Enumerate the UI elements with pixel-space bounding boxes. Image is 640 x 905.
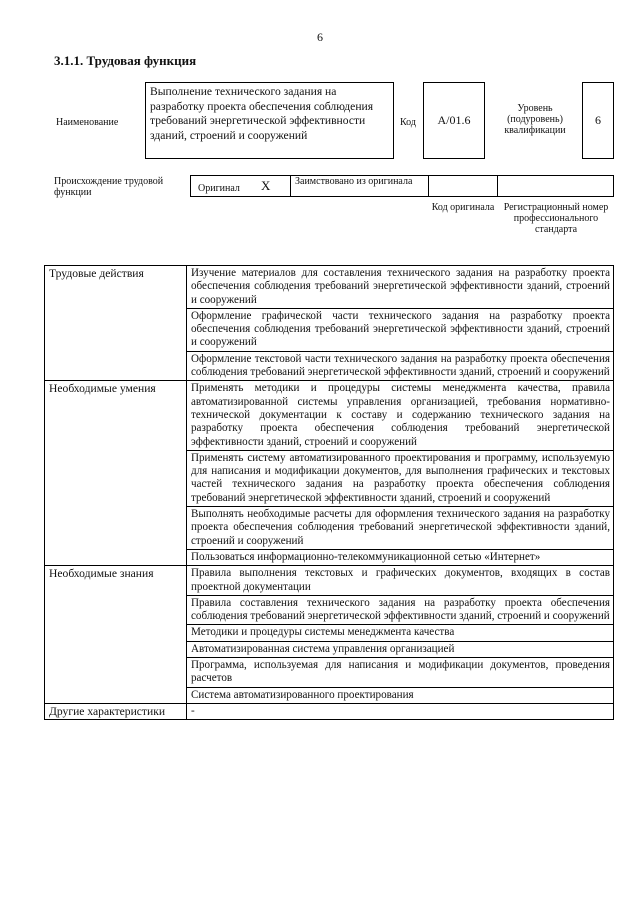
- original-label: Оригинал: [198, 183, 240, 194]
- knowledge-item: Система автоматизированного проектирования: [187, 687, 614, 703]
- section-heading: 3.1.1. Трудовая функция: [54, 53, 197, 68]
- code-box: [423, 82, 485, 159]
- code-of-original-caption: Код оригинала: [431, 202, 495, 213]
- page-number: 6: [317, 30, 323, 44]
- qualification-level-box: [582, 82, 614, 159]
- skill-item: Применять методики и процедуры системы менеджмента качества, правила автоматизированной системы управления организацией, требования нормативно-технической документации к составу и содержанию технического задания на разработку проекта обеспечения соблюдения требований энергетической эффективности зданий, строений и сооружений: [187, 381, 614, 450]
- table-row: [45, 566, 614, 596]
- name-label: Наименование: [56, 117, 119, 128]
- other-characteristics-item: -: [187, 703, 614, 719]
- labor-action-item: Изучение материалов для составления технического задания на разработку проекта обеспечения соблюдения требований энергетической эффективности зданий, строений и сооружений: [187, 266, 614, 309]
- labor-action-item: Оформление графической части технического задания на разработку проекта обеспечения соблюдения требований энергетической эффективности зданий, строений и сооружений: [187, 308, 614, 351]
- code-label: Код: [400, 117, 416, 128]
- original-mark: X: [261, 178, 271, 193]
- origin-cell-registration: [497, 175, 614, 197]
- table-row: [45, 381, 614, 450]
- skill-item: Применять систему автоматизированного проектирования и программу, используемую для написания и модификации документов, для выполнения графических и текстовых частей технического задания на разработку проекта обеспечения соблюдения требований энергетической эффективности зданий, строений и сооружений: [187, 450, 614, 506]
- code-value: А/01.6: [437, 113, 471, 127]
- function-name-value: Выполнение технического задания на разработку проекта обеспечения соблюдения требований энергетической эффективности зданий, строений и сооружений: [150, 85, 374, 142]
- function-name-box: [145, 82, 394, 159]
- knowledge-item: Правила составления технического задания на разработку проекта обеспечения соблюдения требований энергетической эффективности зданий, строений и сооружений: [187, 595, 614, 625]
- borrowed-label: Заимствовано из оригинала: [295, 176, 413, 187]
- function-details-table: [44, 265, 614, 720]
- section-label: Необходимые знания: [45, 566, 187, 704]
- knowledge-item: Правила выполнения текстовых и графических документов, входящих в состав проектной документации: [187, 566, 614, 596]
- section-label: Необходимые умения: [45, 381, 187, 566]
- qualification-level-value: 6: [595, 113, 601, 127]
- table-row: [45, 703, 614, 719]
- registration-number-caption: Регистрационный номер профессионального стандарта: [503, 202, 609, 235]
- section-label: Другие характеристики: [45, 703, 187, 719]
- knowledge-item: Методики и процедуры системы менеджмента качества: [187, 625, 614, 641]
- skill-item: Пользоваться информационно-телекоммуникационной сетью «Интернет»: [187, 549, 614, 565]
- knowledge-item: Автоматизированная система управления организацией: [187, 641, 614, 657]
- table-row: [45, 266, 614, 309]
- section-label: Трудовые действия: [45, 266, 187, 381]
- qualification-level-label: Уровень (подуровень) квалификации: [504, 103, 566, 136]
- origin-label: Происхождение трудовой функции: [54, 176, 164, 198]
- skill-item: Выполнять необходимые расчеты для оформления технического задания на разработку проекта обеспечения соблюдения требований энергетической эффективности зданий, строений и сооружений: [187, 507, 614, 550]
- labor-action-item: Оформление текстовой части технического задания на разработку проекта обеспечения соблюдения требований энергетической эффективности зданий, строений и сооружений: [187, 351, 614, 381]
- knowledge-item: Программа, используемая для написания и модификации документов, проведения расчетов: [187, 658, 614, 688]
- origin-cell-code: [428, 175, 498, 197]
